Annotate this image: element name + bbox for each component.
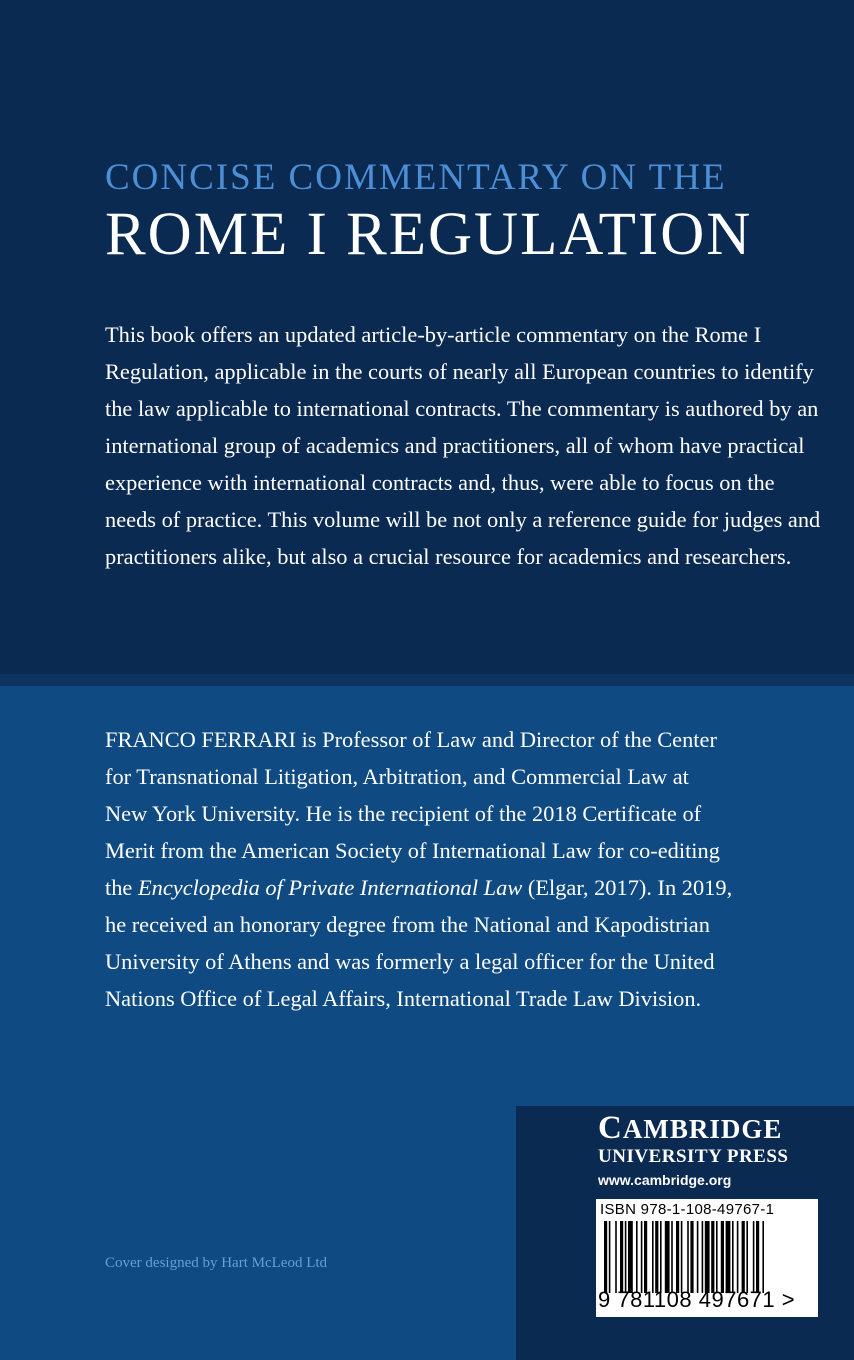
- barcode-bar: [644, 1221, 647, 1293]
- barcode-bar: [756, 1221, 759, 1293]
- barcode-bar: [753, 1221, 755, 1293]
- barcode-bar: [615, 1221, 617, 1293]
- barcode-bar: [732, 1221, 734, 1293]
- ean-digits: 9 781108 497671 >: [598, 1287, 796, 1312]
- barcode-bar: [604, 1221, 607, 1293]
- series-title: CONCISE COMMENTARY ON THE: [105, 157, 727, 198]
- isbn-label: ISBN 978-1-108-49767-1: [600, 1201, 775, 1218]
- bio-line: New York University. He is the recipient of the 2018 Certificate of: [105, 801, 702, 826]
- publisher-initial: C: [598, 1110, 623, 1146]
- barcode-bar: [716, 1221, 718, 1293]
- barcode-bar: [681, 1221, 683, 1293]
- book-title: ROME I REGULATION: [105, 201, 753, 268]
- publisher-name-rest: AMBRIDGE: [622, 1114, 783, 1144]
- barcode-bar: [746, 1221, 748, 1293]
- bio-line: FRANCO FERRARI is Professor of Law and Director of the Center: [105, 727, 717, 752]
- barcode-box: [596, 1199, 818, 1317]
- cover-credit: Cover designed by Hart McLeod Ltd: [105, 1255, 328, 1271]
- bio-text: the: [105, 875, 138, 900]
- barcode-bar: [697, 1221, 699, 1293]
- barcode-bar: [702, 1221, 704, 1293]
- bio-line: Nations Office of Legal Affairs, International Trade Law Division.: [105, 986, 702, 1011]
- bio-text: (Elgar, 2017). In 2019,: [522, 875, 733, 900]
- bio-line: for Transnational Litigation, Arbitration, and Commercial Law at: [105, 764, 689, 789]
- barcode-bar: [721, 1221, 724, 1293]
- barcode-bar: [636, 1221, 638, 1293]
- barcode-bar: [620, 1221, 623, 1293]
- bio-line: he received an honorary degree from the National and Kapodistrian: [105, 912, 710, 937]
- barcode-bars: [604, 1221, 810, 1293]
- publisher-url: www.cambridge.org: [598, 1172, 732, 1188]
- book-description: [105, 316, 825, 575]
- publisher-name: [598, 1110, 782, 1147]
- barcode-bar: [742, 1221, 745, 1293]
- bio-line: [105, 869, 825, 906]
- barcode-bar: [690, 1221, 693, 1293]
- barcode-bar: [652, 1221, 654, 1293]
- encyclopedia-title: Encyclopedia of Private International Law: [137, 875, 523, 900]
- barcode-bar: [641, 1221, 643, 1293]
- divider-stripe: [0, 674, 854, 686]
- barcode-bar: [687, 1221, 689, 1293]
- barcode-bar: [711, 1221, 714, 1293]
- bio-line: Merit from the American Society of International Law for co-editing: [105, 838, 720, 863]
- barcode-bar: [671, 1221, 673, 1293]
- barcode-bar: [726, 1221, 731, 1293]
- description-text: This book offers an updated article-by-article commentary on the Rome I Regulation, applicable in the courts of nearly all European countries to identify the law applicable to international contracts. The commentary is authored by an international group of academics and practitioners, all of whom have practical experience with international contracts and, thus, were able to focus on the needs of practice. This volume will be not only a reference guide for judges and practitioners alike, but also a crucial resource for academics and researchers.: [105, 322, 821, 569]
- barcode-bar: [676, 1221, 679, 1293]
- barcode-bar: [665, 1221, 670, 1293]
- author-bio: [105, 721, 825, 1017]
- barcode-bar: [628, 1221, 633, 1293]
- barcode-bar: [609, 1221, 611, 1293]
- bio-line: University of Athens and was formerly a legal officer for the United: [105, 949, 715, 974]
- publisher-subname: UNIVERSITY PRESS: [598, 1146, 789, 1167]
- barcode-bar: [762, 1221, 764, 1293]
- barcode-bar: [660, 1221, 662, 1293]
- barcode-bar: [737, 1221, 739, 1293]
- barcode-bar: [705, 1221, 710, 1293]
- barcode-bar: [655, 1221, 658, 1293]
- barcode-bar: [625, 1221, 627, 1293]
